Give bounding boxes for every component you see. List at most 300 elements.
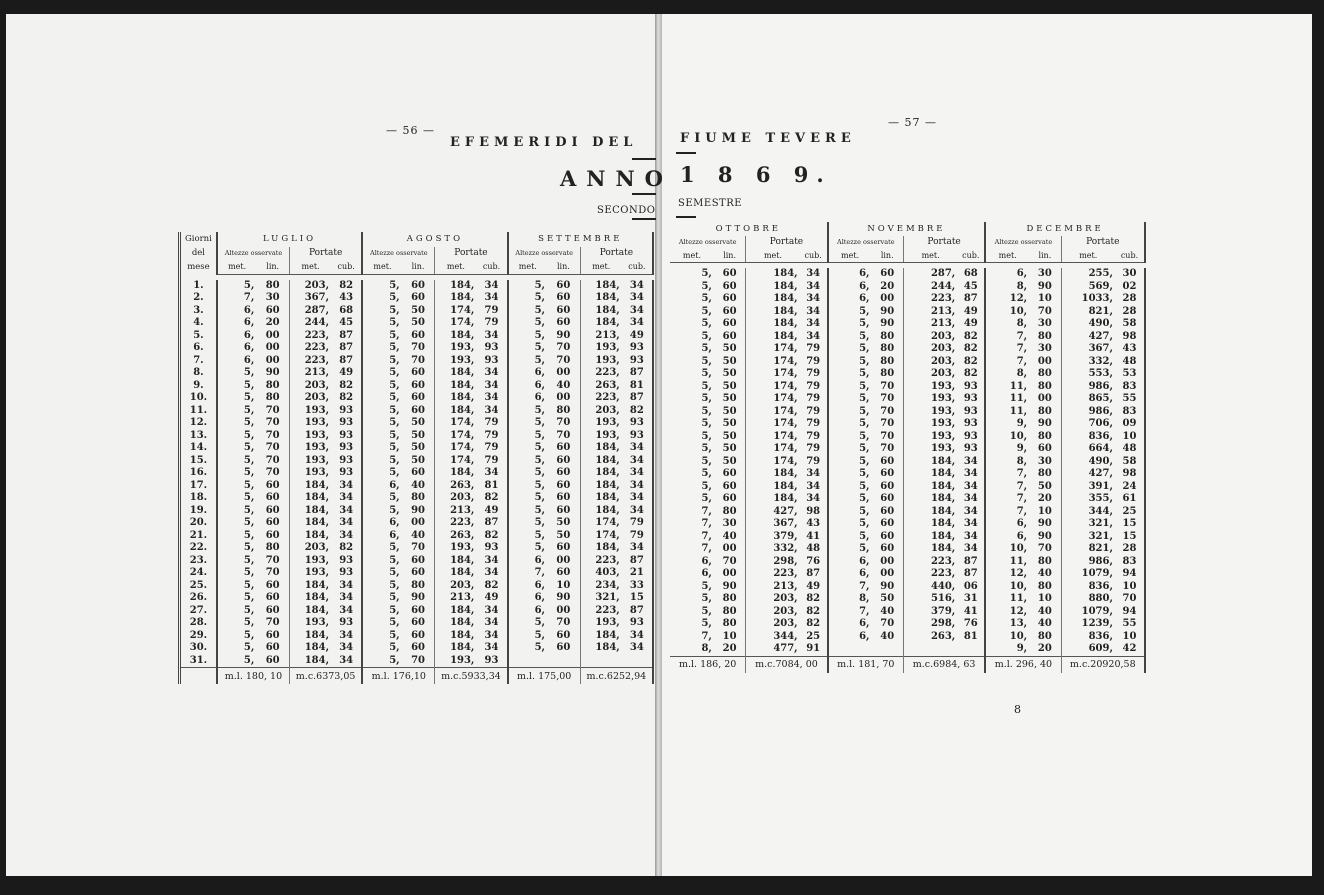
altezza-metri: 6,	[859, 293, 870, 304]
semester-rule-right	[676, 216, 696, 218]
portata-cub: 28	[1115, 293, 1145, 306]
portata-metri: 193,	[304, 404, 330, 416]
portata-cub: 31	[957, 593, 985, 606]
portata-cub: 93	[331, 417, 362, 430]
altezza-metri: 5,	[534, 354, 546, 366]
portata-metri: 184,	[773, 480, 798, 492]
portata-metri: 184,	[304, 592, 330, 603]
table-row	[180, 480, 654, 493]
altezza-metri: 5,	[701, 380, 712, 392]
altezza-metri: 5,	[389, 492, 400, 503]
altezza-metri: 5,	[243, 504, 255, 516]
portata-cub: 93	[331, 442, 362, 455]
unit-met: met.	[580, 259, 622, 274]
portata-cub: 06	[957, 581, 985, 594]
altezza-metri: 5,	[389, 467, 400, 478]
altezza-metri: 5,	[389, 304, 400, 316]
day-label: 23.	[180, 555, 217, 568]
altezza-metri: 10,	[1009, 580, 1028, 592]
portata-cub: 34	[800, 493, 828, 506]
month-name: NOVEMBRE	[828, 222, 986, 236]
giorni-header-line: Giorni	[184, 234, 212, 244]
altezza-metri: 6,	[859, 280, 870, 292]
portata-cub: 49	[800, 581, 828, 594]
portata-cub: 21	[622, 567, 653, 580]
altezza-lin: 60	[402, 367, 435, 380]
altezza-lin: 00	[547, 392, 580, 405]
portata-cub: 45	[957, 281, 985, 294]
portata-metri: 184,	[304, 579, 330, 591]
portata-cub: 34	[622, 642, 653, 655]
table-row	[180, 517, 654, 530]
portata-cub: 42	[1115, 643, 1145, 656]
table-row	[670, 343, 1145, 356]
table-row	[670, 531, 1145, 544]
portata-cub: 34	[331, 580, 362, 593]
portata-cub: 41	[957, 606, 985, 619]
altezza-lin: 70	[256, 617, 289, 630]
portata-cub: 98	[1115, 468, 1145, 481]
altezza-lin: 10	[1029, 593, 1061, 606]
altezza-metri: 6,	[243, 342, 255, 353]
month-name: DECEMBRE	[985, 222, 1145, 236]
portata-cub: 93	[331, 567, 362, 580]
altezza-metri: 13,	[1009, 618, 1028, 629]
portata-metri: 184,	[595, 454, 620, 466]
altezza-metri: 5,	[859, 418, 870, 429]
portata-metri: 174,	[773, 455, 798, 467]
altezza-lin: 30	[256, 292, 289, 305]
portata-cub: 34	[331, 505, 362, 518]
day-label: 8.	[180, 367, 217, 380]
portata-metri	[903, 643, 957, 656]
portata-cub: 79	[476, 305, 507, 318]
altezza-metri: 7,	[1016, 505, 1028, 517]
altezza-lin: 70	[402, 542, 435, 555]
day-label: 17.	[180, 480, 217, 493]
portata-cub: 87	[957, 556, 985, 569]
altezza-metri: 5,	[243, 554, 255, 566]
altezza-lin: 50	[714, 393, 746, 406]
altezza-lin: 40	[714, 531, 746, 544]
altezza-metri: 5,	[859, 455, 870, 467]
altezza-lin: 60	[402, 630, 435, 643]
altezza-lin: 80	[256, 380, 289, 393]
altezza-metri: 11,	[1009, 405, 1028, 417]
table-row	[670, 443, 1145, 456]
portata-cub: 49	[476, 592, 507, 605]
portata-metri: 263,	[450, 529, 475, 541]
unit-met: met.	[985, 248, 1029, 263]
altezza-lin: 70	[547, 355, 580, 368]
portata-cub: 93	[331, 455, 362, 468]
portata-cub: 93	[957, 393, 985, 406]
unit-lin: lin.	[1029, 248, 1061, 263]
left-ephemeris-table	[178, 232, 654, 684]
portata-metri: 706,	[1088, 418, 1113, 429]
altezza-lin: 80	[256, 280, 289, 293]
portata-cub: 34	[331, 530, 362, 543]
altezza-metri: 6,	[859, 268, 870, 279]
portata-cub: 82	[957, 331, 985, 344]
table-row	[180, 592, 654, 605]
altezza-metri: 6,	[859, 568, 870, 579]
portata-cub: 34	[331, 642, 362, 655]
portata-metri: 836,	[1088, 430, 1113, 442]
portata-cub: 34	[622, 280, 653, 293]
altezza-lin: 60	[714, 481, 746, 494]
unit-met: met.	[508, 259, 547, 274]
portata-metri: 203,	[595, 404, 620, 416]
table-row	[180, 392, 654, 405]
portata-metri: 184,	[304, 504, 330, 516]
altezza-lin: 60	[714, 306, 746, 319]
altezza-metri: 5,	[389, 379, 400, 391]
altezza-lin: 60	[547, 467, 580, 480]
portata-cub: 10	[1115, 631, 1145, 644]
altezza-metri: 5,	[534, 467, 546, 478]
portata-cub: 68	[957, 268, 985, 281]
table-row	[180, 492, 654, 505]
altezza-metri: 10,	[1009, 305, 1028, 317]
altezza-metri: 5,	[243, 542, 255, 553]
unit-met: met.	[670, 248, 714, 263]
portata-cub: 34	[331, 605, 362, 618]
altezza-lin: 60	[547, 567, 580, 580]
altezza-lin: 40	[547, 380, 580, 393]
altezza-metri: 5,	[859, 480, 870, 492]
altezza-metri: 7,	[701, 518, 712, 529]
portata-cub: 34	[800, 268, 828, 281]
table-row	[670, 506, 1145, 519]
portata-cub: 53	[1115, 368, 1145, 381]
table-row	[670, 368, 1145, 381]
portata-metri: 223,	[930, 293, 956, 304]
altezza-lin: 60	[714, 268, 746, 281]
table-row	[670, 406, 1145, 419]
altezza-lin: 80	[1029, 631, 1061, 644]
portata-metri: 193,	[595, 417, 620, 428]
table-row	[670, 281, 1145, 294]
portata-metri: 213,	[450, 592, 475, 603]
portata-cub: 34	[476, 292, 507, 305]
portata-metri: 203,	[450, 492, 475, 503]
day-label: 26.	[180, 592, 217, 605]
portata-metri: 263,	[595, 379, 620, 391]
altezza-metri: 5,	[389, 354, 400, 366]
day-label: 12.	[180, 417, 217, 430]
portata-cub: 93	[957, 418, 985, 431]
portata-cub: 34	[476, 642, 507, 655]
portata-metri: 203,	[304, 392, 330, 403]
portata-cub: 02	[1115, 281, 1145, 294]
portata-metri: 203,	[304, 279, 330, 291]
altezza-lin: 80	[1029, 381, 1061, 394]
portata-metri: 174,	[450, 317, 475, 328]
altezza-lin: 70	[256, 430, 289, 443]
portata-metri: 223,	[450, 517, 475, 528]
altezza-metri: 6,	[859, 555, 870, 567]
altezza-lin: 60	[547, 305, 580, 318]
left-page-number: — 56 —	[386, 124, 435, 137]
altezza-metri: 5,	[534, 642, 546, 653]
altezza-lin: 60	[547, 480, 580, 493]
portata-metri: 184,	[595, 492, 620, 503]
portata-metri: 664,	[1088, 443, 1113, 454]
altezza-lin: 60	[547, 492, 580, 505]
anno-label: ANNO	[560, 166, 673, 191]
altezza-lin: 90	[1029, 531, 1061, 544]
altezza-metri: 5,	[534, 317, 546, 328]
portata-cub: 34	[476, 617, 507, 630]
altezza-lin: 40	[1029, 606, 1061, 619]
altezza-metri: 8,	[701, 643, 712, 654]
portata-cub: 15	[622, 592, 653, 605]
portata-cub: 34	[331, 480, 362, 493]
altezza-lin: 80	[714, 618, 746, 631]
portata-metri: 1079,	[1081, 605, 1113, 617]
portata-metri: 174,	[773, 430, 798, 442]
portata-metri: 184,	[450, 642, 475, 653]
portata-metri: 174,	[450, 304, 475, 316]
altezza-metri: 11,	[1009, 380, 1028, 392]
altezza-lin: 80	[714, 606, 746, 619]
portata-metri: 355,	[1088, 493, 1113, 504]
portata-metri: 184,	[930, 493, 956, 504]
altezza-lin: 60	[402, 555, 435, 568]
portata-metri: 184,	[595, 292, 620, 303]
portata-cub: 49	[957, 318, 985, 331]
day-label: 13.	[180, 430, 217, 443]
portata-metri: 403,	[595, 567, 620, 578]
day-label: 20.	[180, 517, 217, 530]
unit-lin: lin.	[547, 259, 580, 274]
altezza-metri: 5,	[243, 579, 255, 591]
portata-cub: 34	[800, 293, 828, 306]
altezza-lin: 90	[1029, 418, 1061, 431]
altezza-lin: 50	[402, 305, 435, 318]
portata-cub: 79	[800, 381, 828, 394]
unit-cub: cub.	[1115, 248, 1145, 263]
portata-metri: 184,	[595, 442, 620, 453]
portata-cub: 34	[622, 455, 653, 468]
altezza-metri: 5,	[859, 368, 870, 379]
portata-cub: 79	[476, 455, 507, 468]
altezza-metri: 5,	[701, 593, 712, 604]
portata-metri: 298,	[773, 555, 798, 567]
altezza-lin: 60	[872, 531, 904, 544]
portata-cub: 79	[476, 430, 507, 443]
portata-cub: 82	[331, 392, 362, 405]
portata-metri: 193,	[450, 354, 475, 366]
day-label: 3.	[180, 305, 217, 318]
altezza-metri: 5,	[243, 404, 255, 416]
portata-cub: 34	[331, 492, 362, 505]
table-row	[670, 493, 1145, 506]
altezza-metri: 11,	[1009, 393, 1028, 404]
portata-metri: 223,	[304, 329, 330, 341]
altezza-metri: 6,	[389, 517, 400, 528]
portata-cub: 79	[476, 417, 507, 430]
portata-cub: 48	[1115, 356, 1145, 369]
portate-header: Portate	[1061, 236, 1145, 248]
portata-cub: 93	[476, 355, 507, 368]
altezza-metri: 8,	[1016, 280, 1028, 292]
altezza-metri: 5,	[243, 492, 255, 503]
altezza-lin: 60	[872, 518, 904, 531]
altezza-metri: 5,	[859, 330, 870, 342]
table-row	[180, 530, 654, 543]
altezza-lin: 80	[402, 492, 435, 505]
portata-cub: 34	[800, 481, 828, 494]
semester-rule-left	[632, 218, 656, 220]
portata-metri: 184,	[450, 292, 475, 303]
altezza-lin: 70	[547, 342, 580, 355]
altezza-lin: 60	[714, 318, 746, 331]
altezza-lin	[872, 643, 904, 656]
altezza-metri: 12,	[1009, 568, 1028, 579]
altezza-lin: 80	[714, 506, 746, 519]
portata-cub: 10	[1115, 431, 1145, 444]
altezza-lin: 50	[402, 317, 435, 330]
altezza-lin: 70	[547, 617, 580, 630]
total-portate: m.c.6373,05	[290, 668, 363, 685]
altezza-lin: 50	[714, 406, 746, 419]
portata-cub: 43	[331, 292, 362, 305]
altezza-metri	[828, 643, 872, 656]
altezza-metri: 10,	[1009, 430, 1028, 442]
table-row	[670, 431, 1145, 444]
portata-metri: 836,	[1088, 580, 1113, 592]
portata-metri: 174,	[450, 442, 475, 453]
altezza-metri: 5,	[389, 604, 400, 616]
portata-cub: 34	[957, 543, 985, 556]
altezza-lin: 60	[872, 506, 904, 519]
portata-cub: 15	[1115, 531, 1145, 544]
month-name: AGOSTO	[362, 232, 507, 247]
portata-metri: 321,	[595, 592, 620, 603]
altezza-lin: 70	[872, 381, 904, 394]
total-portate: m.c.6984, 63	[903, 656, 985, 673]
altezza-lin: 80	[1029, 406, 1061, 419]
altezza-lin: 80	[1029, 556, 1061, 569]
portata-metri: 1079,	[1081, 568, 1113, 579]
altezza-metri: 5,	[534, 504, 546, 516]
portata-cub: 58	[1115, 456, 1145, 469]
giorni-header-line: del	[191, 248, 206, 258]
altezza-lin: 10	[714, 631, 746, 644]
altezza-metri: 5,	[534, 617, 546, 628]
portata-metri: 379,	[773, 530, 798, 542]
altezza-lin: 60	[1029, 443, 1061, 456]
day-label: 22.	[180, 542, 217, 555]
altezza-lin: 60	[547, 542, 580, 555]
altezza-metri: 5,	[243, 567, 255, 578]
table-row	[180, 555, 654, 568]
altezza-lin: 50	[402, 442, 435, 455]
unit-cub: cub.	[622, 259, 653, 274]
day-label: 31.	[180, 655, 217, 668]
portata-cub: 79	[800, 456, 828, 469]
altezza-metri: 5,	[534, 479, 546, 491]
altezza-lin: 20	[1029, 643, 1061, 656]
portata-cub: 34	[331, 517, 362, 530]
semester-label-right: SEMESTRE	[678, 198, 743, 209]
altezza-lin: 60	[714, 331, 746, 344]
altezza-metri: 5,	[243, 479, 255, 491]
altezza-metri: 7,	[1016, 468, 1028, 479]
portata-cub: 34	[622, 542, 653, 555]
altezza-metri: 7,	[1016, 493, 1028, 504]
table-row	[180, 355, 654, 368]
portata-metri: 203,	[773, 593, 798, 604]
day-label: 11.	[180, 405, 217, 418]
altezza-metri: 6,	[701, 555, 712, 567]
portata-metri: 213,	[930, 305, 956, 317]
altezza-metri: 12,	[1009, 605, 1028, 617]
table-row	[180, 567, 654, 580]
portata-cub: 55	[1115, 393, 1145, 406]
portata-metri: 569,	[1088, 280, 1113, 292]
portata-cub: 34	[957, 468, 985, 481]
altezza-lin: 70	[872, 431, 904, 444]
altezza-metri: 5,	[389, 417, 400, 428]
altezza-lin: 70	[872, 406, 904, 419]
altezza-lin: 30	[1029, 318, 1061, 331]
portata-cub: 83	[1115, 381, 1145, 394]
altezza-lin: 50	[547, 517, 580, 530]
portata-cub: 70	[1115, 593, 1145, 606]
altezza-metri: 5,	[701, 393, 712, 404]
portata-metri	[580, 655, 622, 668]
portata-cub: 82	[800, 618, 828, 631]
table-row	[670, 293, 1145, 306]
altezza-lin: 80	[872, 343, 904, 356]
month-name: OTTOBRE	[670, 222, 828, 236]
portata-metri: 244,	[930, 280, 956, 292]
altezza-metri: 5,	[243, 442, 255, 453]
portata-metri: 193,	[450, 542, 475, 553]
portate-header: Portate	[903, 236, 985, 248]
portata-metri: 184,	[595, 629, 620, 641]
altezza-metri: 5,	[859, 468, 870, 479]
title-rule-right	[676, 152, 696, 154]
altezza-metri: 5,	[701, 618, 712, 629]
portata-cub: 34	[331, 592, 362, 605]
altezza-metri: 8,	[859, 593, 870, 604]
portata-metri: 184,	[595, 504, 620, 516]
portata-cub: 34	[800, 306, 828, 319]
total-portate: m.c.5933,34	[435, 668, 508, 685]
altezza-metri: 5,	[534, 429, 546, 441]
portata-metri: 298,	[930, 618, 956, 629]
portata-metri: 223,	[595, 367, 620, 378]
altezze-header: Altezze osservate	[508, 247, 581, 259]
altezza-metri: 9,	[1016, 418, 1028, 429]
altezza-lin: 60	[547, 317, 580, 330]
altezza-metri: 6,	[534, 604, 546, 616]
altezza-lin: 00	[872, 556, 904, 569]
day-label: 18.	[180, 492, 217, 505]
total-portate: m.c.6252,94	[580, 668, 653, 685]
portata-cub: 93	[331, 617, 362, 630]
portata-cub: 34	[622, 317, 653, 330]
altezza-metri	[508, 655, 547, 668]
altezza-metri: 5,	[534, 404, 546, 416]
altezza-metri: 6,	[389, 529, 400, 541]
altezza-lin: 60	[256, 480, 289, 493]
altezza-metri: 5,	[701, 293, 712, 304]
